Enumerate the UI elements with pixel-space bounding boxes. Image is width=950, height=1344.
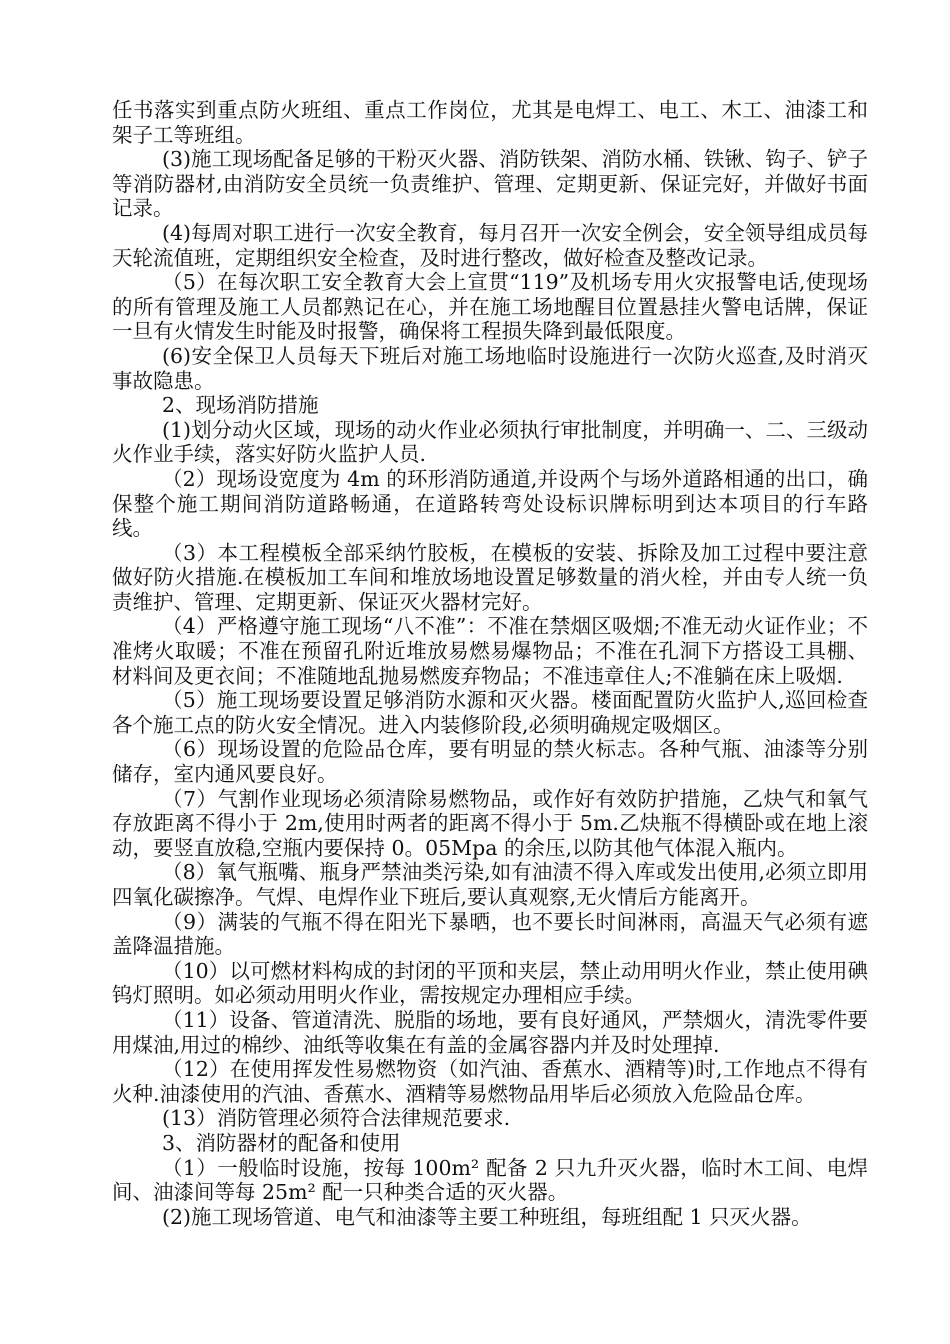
document-page — [112, 98, 868, 1229]
paragraph-9: （4）严格遵守施工现场“八不准”：不准在禁烟区吸烟;不准无动火证作业；不准烤火取暖；不准在预留孔附近堆放易燃易爆物品；不准在孔洞下方搭设工具棚、材料间及更衣间；不准随地乱抛易燃废弃物品；不准违章住人;不准躺在床上吸烟. — [112, 614, 868, 688]
paragraph-8: （3）本工程模板全部采纳竹胶板，在模板的安装、拆除及加工过程中要注意做好防火措施.在模板加工车间和堆放场地设置足够数量的消火栓，并由专人统一负责维护、管理、定期更新、保证灭火器材完好。 — [112, 540, 868, 614]
paragraph-5: (6)安全保卫人员每天下班后对施工场地临时设施进行一次防火巡查,及时消灭事故隐患。 — [112, 343, 868, 393]
paragraph-11: （6）现场设置的危险品仓库，要有明显的禁火标志。各种气瓶、油漆等分别储存，室内通风要良好。 — [112, 737, 868, 787]
paragraph-4: （5）在每次职工安全教育大会上宣贯“119”及机场专用火灾报警电话,使现场的所有管理及施工人员都熟记在心，并在施工场地醒目位置悬挂火警电话牌，保证一旦有火情发生时能及时报警，确保将工程损失降到最低限度。 — [112, 270, 868, 344]
paragraph-20: (2)施工现场管道、电气和油漆等主要工种班组，每班组配 1 只灭火器。 — [162, 1204, 812, 1229]
paragraph-15: （10）以可燃材料构成的封闭的平顶和夹层，禁止动用明火作业，禁止使用碘钨灯照明。如必须动用明火作业，需按规定办理相应手续。 — [112, 958, 868, 1008]
paragraph-10: （5）施工现场要设置足够消防水源和灭火器。楼面配置防火监护人,巡回检查各个施工点的防火安全情况。进入内装修阶段,必须明确规定吸烟区。 — [112, 688, 868, 737]
section-heading-2: 2、现场消防措施 — [162, 393, 319, 418]
paragraph-7: （2）现场设宽度为 4m 的环形消防通道,并设两个与场外道路相通的出口，确保整个施工期间消防道路畅通，在道路转弯处设标识牌标明到达本项目的行车路线。 — [112, 466, 868, 541]
section-heading-3: 3、消防器材的配备和使用 — [162, 1130, 401, 1155]
paragraph-18: (13）消防管理必须符合法律规范要求. — [162, 1106, 511, 1131]
paragraph-14: （9）满装的气瓶不得在阳光下暴晒，也不要长时间淋雨，高温天气必须有遮盖降温措施。 — [112, 909, 868, 959]
paragraph-2: (3)施工现场配备足够的干粉灭火器、消防铁架、消防水桶、铁锹、钩子、铲子等消防器材,由消防安全员统一负责维护、管理、定期更新、保证完好，并做好书面记录。 — [112, 147, 868, 221]
paragraph-17: （12）在使用挥发性易燃物资（如汽油、香蕉水、酒精等)时,工作地点不得有火种.油漆使用的汽油、香蕉水、酒精等易燃物品用毕后必须放入危险品仓库。 — [112, 1057, 868, 1106]
paragraph-3: (4)每周对职工进行一次安全教育，每月召开一次安全例会，安全领导组成员每天轮流值班，定期组织安全检查，及时进行整改，做好检查及整改记录。 — [112, 220, 868, 270]
paragraph-13: （8）氧气瓶嘴、瓶身严禁油类污染,如有油渍不得入库或发出使用,必须立即用四氧化碳擦净。气焊、电焊作业下班后,要认真观察,无火情后方能离开。 — [112, 860, 868, 909]
paragraph-1: 任书落实到重点防火班组、重点工作岗位，尤其是电焊工、电工、木工、油漆工和架子工等班组。 — [112, 98, 868, 147]
paragraph-19: （1）一般临时设施，按每 100m² 配备 2 只九升灭火器，临时木工间、电焊间、油漆间等每 25m² 配一只种类合适的灭火器。 — [112, 1155, 868, 1205]
paragraph-16: （11）设备、管道清洗、脱脂的场地，要有良好通风，严禁烟火，清洗零件要用煤油,用过的棉纱、油纸等收集在有盖的金属容器内并及时处理掉. — [112, 1007, 868, 1057]
paragraph-6: (1)划分动火区域，现场的动火作业必须执行审批制度，并明确一、二、三级动火作业手续，落实好防火监护人员. — [112, 417, 868, 467]
paragraph-12: （7）气割作业现场必须清除易燃物品，或作好有效防护措施，乙炔气和氧气存放距离不得小于 2m,使用时两者的距离不得小于 5m.乙炔瓶不得横卧或在地上滚动，要竖直放稳,空瓶内要保持 0。05Mpa 的余压,以防其他气体混入瓶内。 — [112, 786, 868, 860]
